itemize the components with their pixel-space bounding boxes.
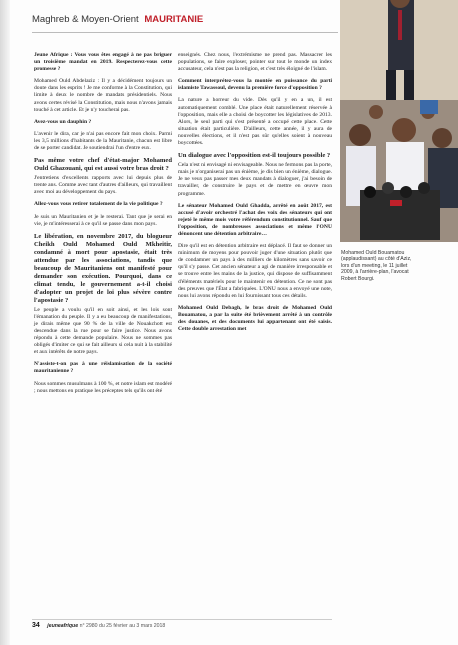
question-paragraph: Pas même votre chef d'état-major Mohamed Ould Ghazouani, qui est aussi votre bras droit ? <box>34 157 172 173</box>
page-footer <box>32 619 332 632</box>
question-paragraph: Le libération, en novembre 2017, du blogueur Cheikh Ould Mohamed Ould Mkheitir, condamné à mort pour apostasie, était très attendue par les associations, tandis que beaucoup de Mauritaniens ont manifesté pour demander son exécution. Pourquoi, dans ce climat tendu, le gouvernement a-t-il choisi d'adopter un projet de loi plus sévère contre l'apostasie ? <box>34 232 172 304</box>
page-number: 34 <box>32 622 40 629</box>
section-title: Maghreb & Moyen-Orient <box>32 14 139 25</box>
answer-paragraph: L'avenir le dira, car je n'ai pas encore fait mon choix. Parmi les 3,5 millions d'habitants de la Mauritanie, chacun est libre de se porter candidat. Je soutiendrai l'un d'entre eux. <box>34 130 172 152</box>
question-paragraph: Un dialogue avec l'opposition est-il toujours possible ? <box>178 152 331 160</box>
answer-paragraph: Nous sommes musulmans à 100 %, et notre islam est modéré ; nous mettons en pratique les préceptes tels qu'ils ont été <box>34 380 172 394</box>
answer-paragraph: Je suis un Mauritanien et je le resterai. Tant que je serai en vie, je m'intéresserai à ce qu'il se passe dans mon pays. <box>34 213 172 227</box>
answer-paragraph: Cela n'est ni envisagé ni envisageable. Nous ne fermons pas la porte, mais je n'organiserai pas un énième, je dis bien un énième, dialogue. Je ne veux pas passer mes deux mandats à dialoguer, j'ai besoin de travailler, de construire le pays et de mettre en œuvre mon programme. <box>178 162 333 197</box>
answer-paragraph: Dire qu'il est en détention arbitraire est déplacé. Il faut se donner un minimum de moyens pour pouvoir juger d'une situation plutôt que de condamner un pays à des milliers de kilomètres sans savoir ce qu'il s'y passe. Cet ancien sénateur a agi de manière irresponsable et se trouve entre les mains de la justice, qui dispose de suffisamment d'éléments matériels pour le maintenir en détention. Ce ne sont pas des preuves que l'État a fabriquées. L'ONU nous a envoyé une note, nous lui avons répondu en lui fournissant tous ces détails. <box>178 243 332 299</box>
meeting-photo <box>340 0 458 242</box>
answer-paragraph: enseignés. Chez nous, l'extrémisme ne prend pas. Massacrer les populations, se faire exploser, pointer sur tout le monde un index accusateur, cela n'est pas la religion, et c'est très éloigné de l'islam. <box>178 52 332 73</box>
page-header <box>32 14 338 33</box>
question-paragraph: Mohamed Ould Debagh, le bras droit de Mohamed Ould Bouamatou, a par la suite été brièvement arrêté à un contrôle des douanes, et des documents lui appartenant ont été saisis. Cette double arrestation met <box>178 304 332 333</box>
question-paragraph: N'assiste-t-on pas à une réislamisation de la société mauritanienne ? <box>34 361 172 375</box>
photo-illustration <box>340 0 458 242</box>
answer-paragraph: Le peuple a voulu qu'il en soit ainsi, et les lois sont l'émanation du peuple. Il y a eu beaucoup de manifestations, je dirais même que 90 % de la ville de Nouakchott est descendue dans la rue pour se faire justice. Nous avons répondu à cette demande populaire. Nous ne sommes pas obligés d'imiter ce qui se fait ailleurs si cela nuit à la stabilité et aux intérêts de notre pays. <box>34 306 172 356</box>
issue-info: n° 2980 du 25 février au 3 mars 2018 <box>79 623 166 629</box>
photo-caption: Mohamed Ould Bouamatou (applaudissant) au côté d'Aziz, lors d'un meeting, le 11 juillet 2009, à l'arrière-plan, l'avocat Robert Bourgi. <box>341 250 412 282</box>
binding-shadow <box>0 0 10 645</box>
question-paragraph: Jeune Afrique : Vous vous êtes engagé à ne pas briguer un troisième mandat en 2019. Respecterez-vous cette promesse ? <box>34 52 172 73</box>
text-column-2 <box>178 52 332 338</box>
answer-paragraph: Mohamed Ould Abdelaziz : Il y a décidément toujours un doute dans les esprits ! Je me conforme à la Constitution, qui limite à deux le nombre de mandats présidentiels. Nous avons certes révisé la Constitution, mais nous n'avons jamais touché à cet article. Et je n'y toucherai pas. <box>34 78 172 113</box>
answer-paragraph: La nature a horreur du vide. Dès qu'il y en a un, il est automatiquement comblé. Une place était naturellement réservée à l'opposition, mais elle a choisi de boycotter les législatives de 2013. Alors, le seul parti qui s'est présenté a occupé cette place. Cette situation était particulière. D'ailleurs, cette année, il y aura de nouvelles élections, et il n'est pas sûr qu'elles soient à nouveau boycottées. <box>178 97 332 147</box>
answer-paragraph: J'entretiens d'excellents rapports avec lui depuis plus de trente ans. Comme avec tant d'autres d'ailleurs, qui travaillent avec moi au développement du pays. <box>34 175 172 196</box>
question-paragraph: Comment interprétez-vous la montée en puissance du parti islamiste Tawassoul, devenu la première force d'opposition ? <box>178 78 332 92</box>
magazine-brand: jeuneafrique <box>47 623 79 629</box>
country-tag: MAURITANIE <box>144 14 204 25</box>
question-paragraph: Allez-vous vous retirer totalement de la vie politique ? <box>34 201 163 208</box>
question-paragraph: Le sénateur Mohamed Ould Ghadda, arrêté en août 2017, est accusé d'avoir orchestré l'achat des voix des sénateurs qui ont rejeté le même mois votre référendum constitutionnel. Sauf que l'opposition, de nombreuses associations et même l'ONU dénoncent une détention arbitraire… <box>178 202 332 237</box>
question-paragraph: Avez-vous un dauphin ? <box>34 118 92 125</box>
text-column-1 <box>34 52 172 400</box>
